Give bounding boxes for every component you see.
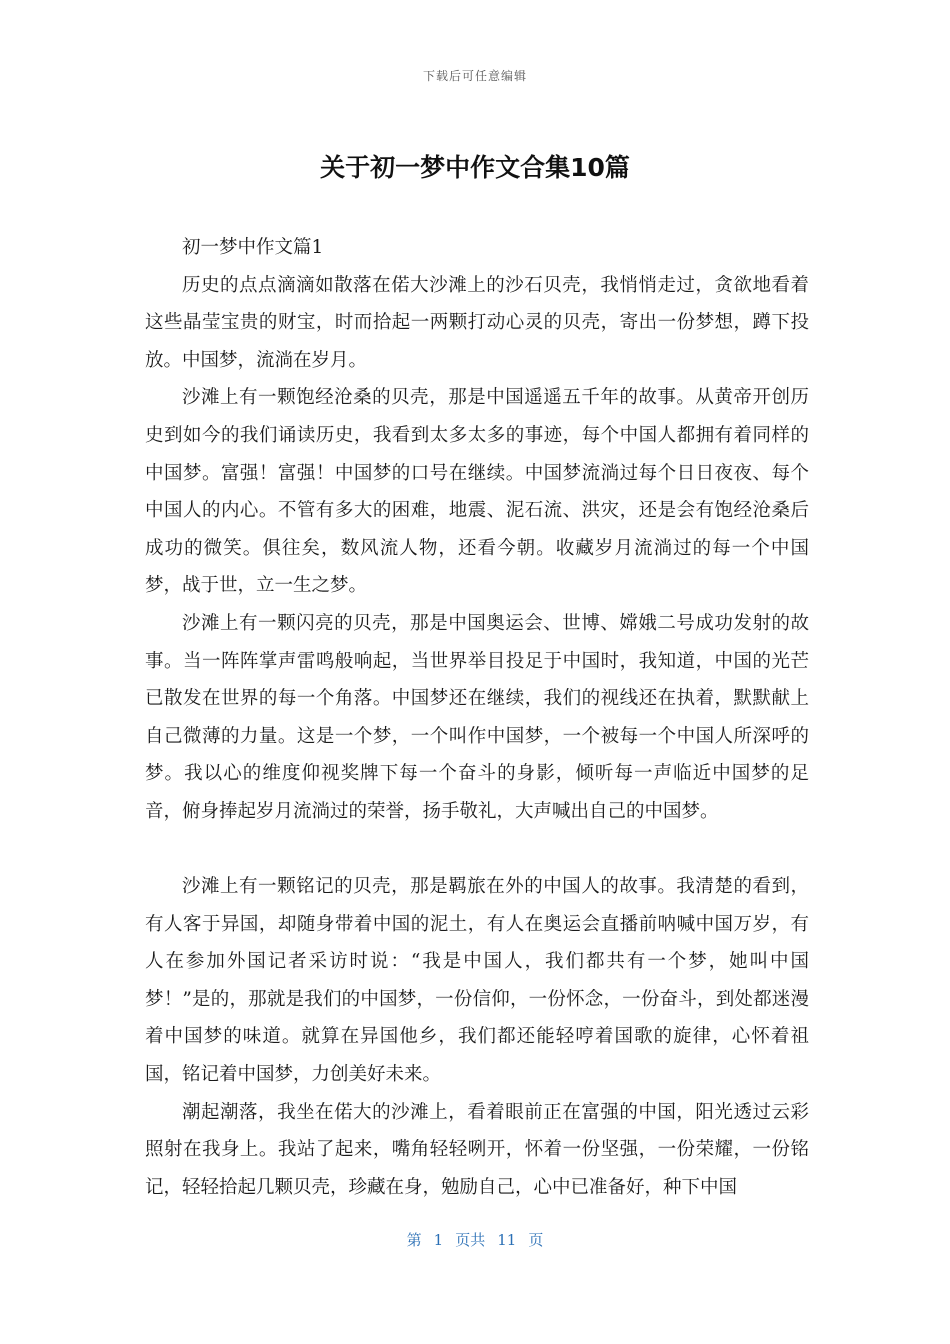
- current-page-number: 1: [433, 1231, 444, 1249]
- footer-middle: 页共: [455, 1231, 486, 1249]
- document-body: [145, 229, 809, 1206]
- page-number-footer: [0, 1229, 950, 1250]
- paragraph: 历史的点点滴滴如散落在偌大沙滩上的沙石贝壳，我悄悄走过，贪欲地看着这些晶莹宝贵的财宝，时而拾起一两颗打动心灵的贝壳，寄出一份梦想，蹲下投放。中国梦，流淌在岁月。: [145, 274, 809, 371]
- paragraph: 沙滩上有一颗饱经沧桑的贝壳，那是中国遥遥五千年的故事。从黄帝开创历史到如今的我们诵读历史，我看到太多太多的事迹，每个中国人都拥有着同样的中国梦。富强！富强！中国梦的口号在继续。中国梦流淌过每个日日夜夜、每个中国人的内心。不管有多大的困难，地震、泥石流、洪灾，还是会有饱经沧桑后成功的微笑。俱往矣，数风流人物，还看今朝。收藏岁月流淌过的每一个中国梦，战于世，立一生之梦。: [145, 387, 809, 597]
- document-title: 关于初一梦中作文合集10篇: [320, 153, 630, 182]
- page-header-note: 下载后可任意编辑: [422, 69, 527, 83]
- paragraph: 潮起潮落，我坐在偌大的沙滩上，看着眼前正在富强的中国，阳光透过云彩照射在我身上。我站了起来，嘴角轻轻咧开，怀着一份坚强，一份荣耀，一份铭记，轻轻拾起几颗贝壳，珍藏在身，勉励自己，心中已准备好，种下中国: [145, 1101, 809, 1198]
- section-heading: 初一梦中作文篇1: [182, 237, 324, 258]
- footer-prefix: 第: [406, 1231, 422, 1249]
- footer-suffix: 页: [528, 1231, 544, 1249]
- paragraph: 沙滩上有一颗铭记的贝壳，那是羁旅在外的中国人的故事。我清楚的看到，有人客于异国，却随身带着中国的泥土，有人在奥运会直播前呐喊中国万岁，有人在参加外国记者采访时说：“我是中国人，我们都共有一个梦，她叫中国梦！”是的，那就是我们的中国梦，一份信仰，一份怀念，一份奋斗，到处都迷漫着中国梦的味道。就算在异国他乡，我们都还能轻哼着国歌的旋律，心怀着祖国，铭记着中国梦，力创美好未来。: [145, 876, 809, 1086]
- total-page-count: 11: [497, 1231, 517, 1249]
- paragraph: 沙滩上有一颗闪亮的贝壳，那是中国奥运会、世博、嫦娥二号成功发射的故事。当一阵阵掌声雷鸣般响起，当世界举目投足于中国时，我知道，中国的光芒已散发在世界的每一个角落。中国梦还在继续，我们的视线还在执着，默默献上自己微薄的力量。这是一个梦，一个叫作中国梦，一个被每一个中国人所深呼的梦。我以心的维度仰视奖牌下每一个奋斗的身影，倾听每一声临近中国梦的足音，俯身捧起岁月流淌过的荣誉，扬手敬礼，大声喊出自己的中国梦。: [145, 612, 809, 822]
